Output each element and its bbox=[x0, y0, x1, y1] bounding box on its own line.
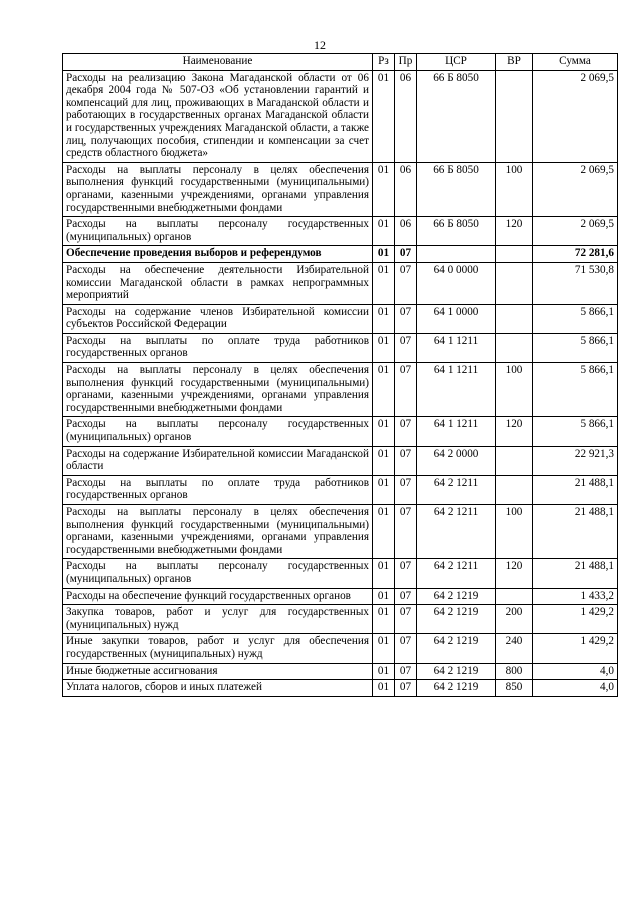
table-row bbox=[63, 680, 618, 697]
cell-sum: 72 281,6 bbox=[533, 246, 618, 263]
table-row bbox=[63, 417, 618, 446]
cell-vr: 120 bbox=[496, 217, 533, 246]
cell-csr: 64 0 0000 bbox=[417, 262, 496, 304]
cell-csr bbox=[417, 246, 496, 263]
cell-vr: 100 bbox=[496, 505, 533, 559]
cell-sum: 1 429,2 bbox=[533, 605, 618, 634]
table-row bbox=[63, 475, 618, 504]
cell-pr: 06 bbox=[395, 70, 417, 162]
cell-rz: 01 bbox=[373, 663, 395, 680]
cell-vr: 850 bbox=[496, 680, 533, 697]
header-vr: ВР bbox=[496, 54, 533, 71]
cell-pr: 07 bbox=[395, 559, 417, 588]
cell-name: Расходы на содержание Избирательной комиссии Магаданской области bbox=[63, 446, 373, 475]
cell-rz: 01 bbox=[373, 70, 395, 162]
cell-csr: 64 1 1211 bbox=[417, 333, 496, 362]
table-row bbox=[63, 333, 618, 362]
cell-rz: 01 bbox=[373, 417, 395, 446]
cell-csr: 64 2 1219 bbox=[417, 680, 496, 697]
cell-csr: 64 2 1219 bbox=[417, 663, 496, 680]
cell-sum: 4,0 bbox=[533, 663, 618, 680]
cell-pr: 07 bbox=[395, 262, 417, 304]
header-pr: Пр bbox=[395, 54, 417, 71]
table-row bbox=[63, 588, 618, 605]
cell-pr: 07 bbox=[395, 446, 417, 475]
cell-csr: 64 1 1211 bbox=[417, 363, 496, 417]
cell-vr bbox=[496, 246, 533, 263]
table-row bbox=[63, 634, 618, 663]
cell-sum: 5 866,1 bbox=[533, 304, 618, 333]
cell-rz: 01 bbox=[373, 363, 395, 417]
cell-csr: 64 2 1211 bbox=[417, 505, 496, 559]
cell-sum: 4,0 bbox=[533, 680, 618, 697]
cell-rz: 01 bbox=[373, 246, 395, 263]
cell-name: Иные бюджетные ассигнования bbox=[63, 663, 373, 680]
cell-sum: 21 488,1 bbox=[533, 475, 618, 504]
table-row bbox=[63, 217, 618, 246]
cell-name: Обеспечение проведения выборов и референдумов bbox=[63, 246, 373, 263]
cell-name: Расходы на выплаты по оплате труда работников государственных органов bbox=[63, 475, 373, 504]
header-sum: Сумма bbox=[533, 54, 618, 71]
table-row bbox=[63, 304, 618, 333]
table-body bbox=[63, 70, 618, 696]
cell-sum: 2 069,5 bbox=[533, 217, 618, 246]
table-row bbox=[63, 605, 618, 634]
cell-name: Иные закупки товаров, работ и услуг для обеспечения государственных (муниципальных) нужд bbox=[63, 634, 373, 663]
table-header-row bbox=[63, 54, 618, 71]
cell-vr: 120 bbox=[496, 417, 533, 446]
cell-rz: 01 bbox=[373, 605, 395, 634]
cell-pr: 07 bbox=[395, 588, 417, 605]
table-row bbox=[63, 162, 618, 216]
cell-vr bbox=[496, 475, 533, 504]
cell-vr: 200 bbox=[496, 605, 533, 634]
cell-vr: 800 bbox=[496, 663, 533, 680]
cell-sum: 21 488,1 bbox=[533, 505, 618, 559]
table-row bbox=[63, 70, 618, 162]
cell-rz: 01 bbox=[373, 588, 395, 605]
cell-rz: 01 bbox=[373, 262, 395, 304]
cell-sum: 2 069,5 bbox=[533, 70, 618, 162]
cell-pr: 07 bbox=[395, 680, 417, 697]
cell-rz: 01 bbox=[373, 217, 395, 246]
cell-csr: 66 Б 8050 bbox=[417, 162, 496, 216]
cell-pr: 07 bbox=[395, 505, 417, 559]
cell-pr: 07 bbox=[395, 634, 417, 663]
cell-csr: 64 1 0000 bbox=[417, 304, 496, 333]
cell-pr: 07 bbox=[395, 475, 417, 504]
cell-name: Расходы на выплаты персоналу государственных (муниципальных) органов bbox=[63, 217, 373, 246]
cell-csr: 66 Б 8050 bbox=[417, 70, 496, 162]
cell-vr bbox=[496, 333, 533, 362]
cell-pr: 07 bbox=[395, 417, 417, 446]
table-row bbox=[63, 559, 618, 588]
table-row bbox=[63, 363, 618, 417]
table-row bbox=[63, 505, 618, 559]
cell-name: Расходы на обеспечение деятельности Избирательной комиссии Магаданской области в рамках непрограммных мероприятий bbox=[63, 262, 373, 304]
cell-name: Расходы на выплаты персоналу в целях обеспечения выполнения функций государственными (муниципальными) органами, казенными учреждениями, органами управления государственными внебюджетными фондами bbox=[63, 505, 373, 559]
cell-rz: 01 bbox=[373, 162, 395, 216]
cell-name: Расходы на содержание членов Избирательной комиссии субъектов Российской Федерации bbox=[63, 304, 373, 333]
cell-csr: 64 2 0000 bbox=[417, 446, 496, 475]
cell-sum: 22 921,3 bbox=[533, 446, 618, 475]
cell-sum: 5 866,1 bbox=[533, 333, 618, 362]
table-row bbox=[63, 262, 618, 304]
cell-vr: 240 bbox=[496, 634, 533, 663]
cell-csr: 64 2 1219 bbox=[417, 634, 496, 663]
cell-rz: 01 bbox=[373, 304, 395, 333]
cell-rz: 01 bbox=[373, 680, 395, 697]
cell-pr: 07 bbox=[395, 304, 417, 333]
cell-csr: 66 Б 8050 bbox=[417, 217, 496, 246]
cell-pr: 06 bbox=[395, 217, 417, 246]
cell-sum: 5 866,1 bbox=[533, 417, 618, 446]
header-rz: Рз bbox=[373, 54, 395, 71]
cell-pr: 07 bbox=[395, 246, 417, 263]
cell-pr: 07 bbox=[395, 605, 417, 634]
cell-rz: 01 bbox=[373, 333, 395, 362]
cell-vr bbox=[496, 70, 533, 162]
table-row bbox=[63, 246, 618, 263]
cell-pr: 07 bbox=[395, 333, 417, 362]
cell-pr: 06 bbox=[395, 162, 417, 216]
cell-rz: 01 bbox=[373, 475, 395, 504]
cell-sum: 5 866,1 bbox=[533, 363, 618, 417]
cell-name: Уплата налогов, сборов и иных платежей bbox=[63, 680, 373, 697]
cell-rz: 01 bbox=[373, 446, 395, 475]
cell-sum: 2 069,5 bbox=[533, 162, 618, 216]
cell-csr: 64 1 1211 bbox=[417, 417, 496, 446]
cell-sum: 21 488,1 bbox=[533, 559, 618, 588]
page-number: 12 bbox=[314, 38, 326, 52]
cell-name: Закупка товаров, работ и услуг для государственных (муниципальных) нужд bbox=[63, 605, 373, 634]
budget-table bbox=[62, 53, 618, 697]
cell-vr bbox=[496, 446, 533, 475]
cell-name: Расходы на выплаты персоналу государственных (муниципальных) органов bbox=[63, 417, 373, 446]
cell-vr bbox=[496, 304, 533, 333]
cell-name: Расходы на обеспечение функций государственных органов bbox=[63, 588, 373, 605]
cell-sum: 1 433,2 bbox=[533, 588, 618, 605]
cell-pr: 07 bbox=[395, 363, 417, 417]
cell-name: Расходы на выплаты по оплате труда работников государственных органов bbox=[63, 333, 373, 362]
header-name: Наименование bbox=[63, 54, 373, 71]
cell-vr: 100 bbox=[496, 363, 533, 417]
cell-csr: 64 2 1211 bbox=[417, 559, 496, 588]
table-row bbox=[63, 663, 618, 680]
cell-rz: 01 bbox=[373, 559, 395, 588]
cell-name: Расходы на выплаты персоналу в целях обеспечения выполнения функций государственными (муниципальными) органами, казенными учреждениями, органами управления государственными внебюджетными фондами bbox=[63, 162, 373, 216]
cell-pr: 07 bbox=[395, 663, 417, 680]
cell-rz: 01 bbox=[373, 505, 395, 559]
table-row bbox=[63, 446, 618, 475]
cell-name: Расходы на выплаты персоналу государственных (муниципальных) органов bbox=[63, 559, 373, 588]
cell-name: Расходы на выплаты персоналу в целях обеспечения выполнения функций государственными (муниципальными) органами, казенными учреждениями, органами управления государственными внебюджетными фондами bbox=[63, 363, 373, 417]
cell-csr: 64 2 1219 bbox=[417, 588, 496, 605]
cell-rz: 01 bbox=[373, 634, 395, 663]
cell-vr: 120 bbox=[496, 559, 533, 588]
cell-vr bbox=[496, 262, 533, 304]
cell-vr: 100 bbox=[496, 162, 533, 216]
cell-csr: 64 2 1219 bbox=[417, 605, 496, 634]
cell-vr bbox=[496, 588, 533, 605]
cell-sum: 71 530,8 bbox=[533, 262, 618, 304]
cell-csr: 64 2 1211 bbox=[417, 475, 496, 504]
cell-name: Расходы на реализацию Закона Магаданской области от 06 декабря 2004 года № 507-ОЗ «Об установлении гарантий и компенсаций для лиц, проживающих в Магаданской области и работающих в государственных органах Магаданской области и государственных учреждениях Магаданской области, а также лиц, получающих пособия, стипендии и компенсации за счет средств областного бюджета» bbox=[63, 70, 373, 162]
cell-sum: 1 429,2 bbox=[533, 634, 618, 663]
header-csr: ЦСР bbox=[417, 54, 496, 71]
